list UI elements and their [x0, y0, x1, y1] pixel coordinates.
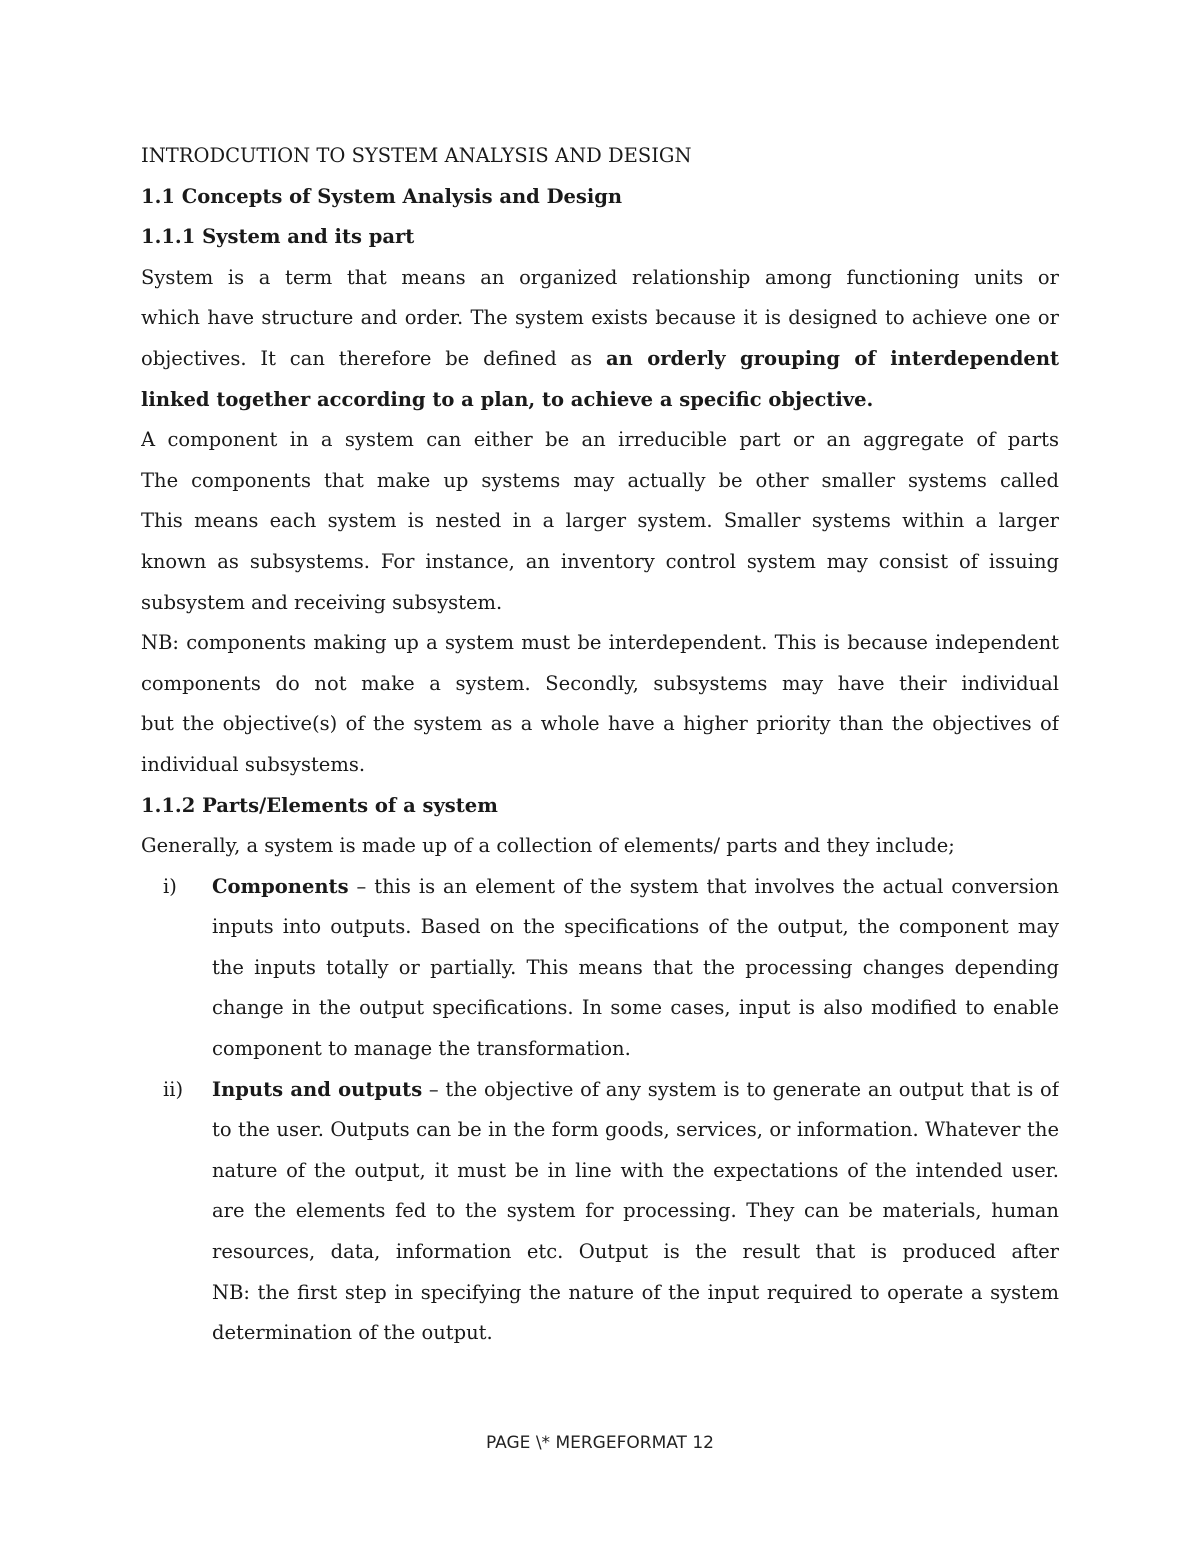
list-item-line: nature of the output, it must be in line with the expectations of the intended user.: [212, 1158, 1059, 1182]
section-heading-1-1-2: 1.1.2 Parts/Elements of a system: [141, 793, 498, 817]
paragraph-line: which have structure and order. The system exists because it is designed to achieve one or: [141, 306, 1059, 330]
list-item-components: [141, 867, 1059, 1070]
text-span: objectives. It can therefore be defined as: [141, 346, 607, 370]
paragraph-line: known as subsystems. For instance, an inventory control system may consist of issuing: [141, 549, 1059, 573]
document-page: [141, 136, 1059, 1354]
list-item-inputs-outputs: [141, 1070, 1059, 1354]
list-item-line: component to manage the transformation.: [212, 1037, 631, 1061]
paragraph-subsystems: [141, 420, 1059, 623]
paragraph-line: The components that make up systems may actually be other smaller systems called: [141, 468, 1059, 492]
list-item-line: inputs into outputs. Based on the specifications of the output, the component may: [212, 915, 1059, 939]
page-footer: PAGE \* MERGEFORMAT 12: [486, 1433, 714, 1453]
section-heading-1-1-1: 1.1.1 System and its part: [141, 225, 415, 249]
list-item-line: resources, data, information etc. Output is the result that is produced after: [212, 1240, 1059, 1264]
text-span: – the objective of any system is to generate an output that is of: [428, 1077, 1059, 1101]
list-intro: Generally, a system is made up of a collection of elements/ parts and they include;: [141, 834, 955, 858]
paragraph-line: This means each system is nested in a larger system. Smaller systems within a larger: [141, 509, 1059, 533]
list-item-line: change in the output specifications. In some cases, input is also modified to enable: [212, 996, 1059, 1020]
paragraph-system-definition: [141, 258, 1059, 420]
paragraph-line: individual subsystems.: [141, 752, 366, 776]
list-item-line: ii) Inputs and outputs – the objective of any system is to generate an output that is of: [212, 1070, 1059, 1111]
paragraph-line: [141, 339, 1059, 380]
paragraph-line: but the objective(s) of the system as a whole have a higher priority than the objectives of: [141, 712, 1059, 736]
bold-definition: an orderly grouping of interdependent: [606, 346, 1059, 370]
section-heading-1-1: 1.1 Concepts of System Analysis and Design: [141, 184, 623, 208]
list-item-line: to the user. Outputs can be in the form goods, services, or information. Whatever the: [212, 1118, 1059, 1142]
text-span: – this is an element of the system that involves the actual conversion: [356, 874, 1059, 898]
list-item-line: i) Components – this is an element of the system that involves the actual conversion: [212, 867, 1059, 908]
bold-definition-line: linked together according to a plan, to achieve a specific objective.: [141, 387, 874, 411]
list-item-line: determination of the output.: [212, 1321, 493, 1345]
list-item-line: the inputs totally or partially. This means that the processing changes depending: [212, 955, 1059, 979]
paragraph-line: System is a term that means an organized relationship among functioning units or: [141, 265, 1059, 289]
list-item-line: are the elements fed to the system for processing. They can be materials, human: [212, 1199, 1059, 1223]
paragraph-line: NB: components making up a system must be interdependent. This is because independent: [141, 631, 1059, 655]
list-item-line: NB: the first step in specifying the nature of the input required to operate a system: [212, 1280, 1059, 1304]
paragraph-line: components do not make a system. Secondly, subsystems may have their individual: [141, 671, 1059, 695]
paragraph-line: subsystem and receiving subsystem.: [141, 590, 503, 614]
list-item-term: Components: [212, 874, 349, 898]
document-heading: INTRODCUTION TO SYSTEM ANALYSIS AND DESIGN: [141, 144, 692, 167]
paragraph-line: A component in a system can either be an irreducible part or an aggregate of parts: [141, 428, 1059, 452]
paragraph-nb-interdependent: [141, 623, 1059, 785]
list-item-term: Inputs and outputs: [212, 1077, 423, 1101]
